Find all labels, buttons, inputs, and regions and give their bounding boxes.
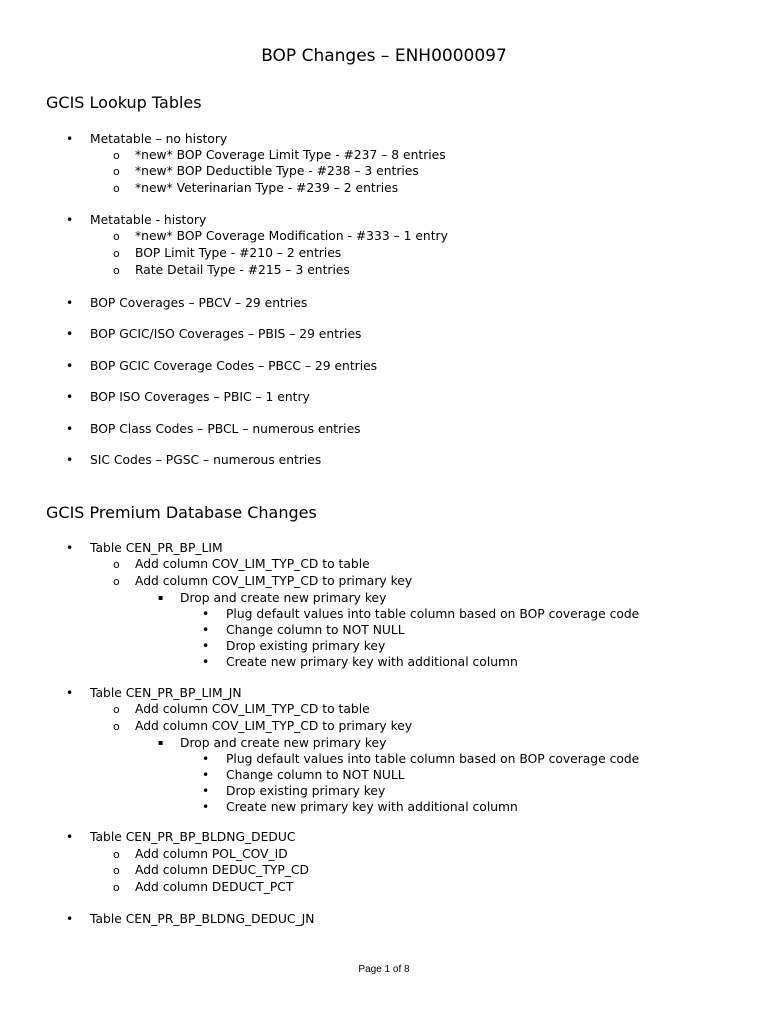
list-item: • Metatable - history <box>66 213 207 227</box>
list-item: o *new* BOP Coverage Limit Type - #237 – 8 entries <box>113 148 446 162</box>
bullet-marker: • <box>66 213 74 227</box>
list-item: o Add column COV_LIM_TYP_CD to table <box>113 557 370 571</box>
list-item: • BOP GCIC/ISO Coverages – PBIS – 29 entries <box>66 327 362 341</box>
list-item: • Table CEN_PR_BP_LIM <box>66 541 223 555</box>
bullet-marker: • <box>202 655 210 669</box>
list-item: o *new* Veterinarian Type - #239 – 2 entries <box>113 181 399 195</box>
circle-marker: o <box>113 247 120 260</box>
list-item: • BOP GCIC Coverage Codes – PBCC – 29 entries <box>66 359 378 373</box>
square-marker: ▪ <box>158 738 164 747</box>
bullet-marker: • <box>66 912 74 926</box>
list-item: • BOP ISO Coverages – PBIC – 1 entry <box>66 390 310 404</box>
list-item: • Plug default values into table column based on BOP coverage code <box>202 752 640 766</box>
bullet-marker: • <box>202 623 210 637</box>
circle-marker: o <box>113 230 120 243</box>
list-item: • Metatable – no history <box>66 132 228 146</box>
list-item: • Plug default values into table column based on BOP coverage code <box>202 607 640 621</box>
circle-marker: o <box>113 881 120 894</box>
list-item: ▪ Drop and create new primary key <box>158 591 387 605</box>
circle-marker: o <box>113 149 120 162</box>
list-item: o Add column COV_LIM_TYP_CD to primary key <box>113 574 413 588</box>
bullet-marker: • <box>202 607 210 621</box>
bullet-marker: • <box>66 686 74 700</box>
bullet-marker: • <box>202 768 210 782</box>
list-item: • Change column to NOT NULL <box>202 768 405 782</box>
list-item: • SIC Codes – PGSC – numerous entries <box>66 453 322 467</box>
square-marker: ▪ <box>158 593 164 602</box>
section-heading-lookup-tables: GCIS Lookup Tables <box>46 93 202 112</box>
document-title: BOP Changes – ENH0000097 <box>261 46 507 66</box>
list-item: o *new* BOP Coverage Modification - #333 – 1 entry <box>113 229 448 243</box>
list-item: • Table CEN_PR_BP_BLDNG_DEDUC <box>66 830 296 844</box>
list-item: • BOP Class Codes – PBCL – numerous entries <box>66 422 361 436</box>
list-item: o Add column COV_LIM_TYP_CD to primary key <box>113 719 413 733</box>
list-item: o BOP Limit Type - #210 – 2 entries <box>113 246 342 260</box>
circle-marker: o <box>113 264 120 277</box>
circle-marker: o <box>113 575 120 588</box>
circle-marker: o <box>113 165 120 178</box>
bullet-marker: • <box>66 390 74 404</box>
bullet-marker: • <box>202 752 210 766</box>
list-item: o Add column COV_LIM_TYP_CD to table <box>113 702 370 716</box>
list-item: • Create new primary key with additional column <box>202 655 518 669</box>
list-item: o Add column DEDUC_TYP_CD <box>113 863 309 877</box>
list-item: • Table CEN_PR_BP_LIM_JN <box>66 686 242 700</box>
list-item: • Drop existing primary key <box>202 784 386 798</box>
circle-marker: o <box>113 864 120 877</box>
circle-marker: o <box>113 703 120 716</box>
list-item: • Drop existing primary key <box>202 639 386 653</box>
list-item: o Add column DEDUCT_PCT <box>113 880 294 894</box>
list-item: • Table CEN_PR_BP_BLDNG_DEDUC_JN <box>66 912 315 926</box>
bullet-marker: • <box>66 296 74 310</box>
list-item: ▪ Drop and create new primary key <box>158 736 387 750</box>
circle-marker: o <box>113 848 120 861</box>
bullet-marker: • <box>66 359 74 373</box>
bullet-marker: • <box>66 541 74 555</box>
list-item: • BOP Coverages – PBCV – 29 entries <box>66 296 308 310</box>
bullet-marker: • <box>66 453 74 467</box>
bullet-marker: • <box>66 422 74 436</box>
bullet-marker: • <box>202 639 210 653</box>
bullet-marker: • <box>66 327 74 341</box>
circle-marker: o <box>113 182 120 195</box>
circle-marker: o <box>113 558 120 571</box>
bullet-marker: • <box>66 830 74 844</box>
bullet-marker: • <box>202 784 210 798</box>
section-heading-premium-db: GCIS Premium Database Changes <box>46 503 317 522</box>
bullet-marker: • <box>202 800 210 814</box>
list-item: o *new* BOP Deductible Type - #238 – 3 entries <box>113 164 419 178</box>
list-item: o Rate Detail Type - #215 – 3 entries <box>113 263 350 277</box>
list-item: • Create new primary key with additional column <box>202 800 518 814</box>
list-item: o Add column POL_COV_ID <box>113 847 288 861</box>
list-item: • Change column to NOT NULL <box>202 623 405 637</box>
bullet-marker: • <box>66 132 74 146</box>
circle-marker: o <box>113 720 120 733</box>
page-number-footer: Page 1 of 8 <box>358 964 410 975</box>
